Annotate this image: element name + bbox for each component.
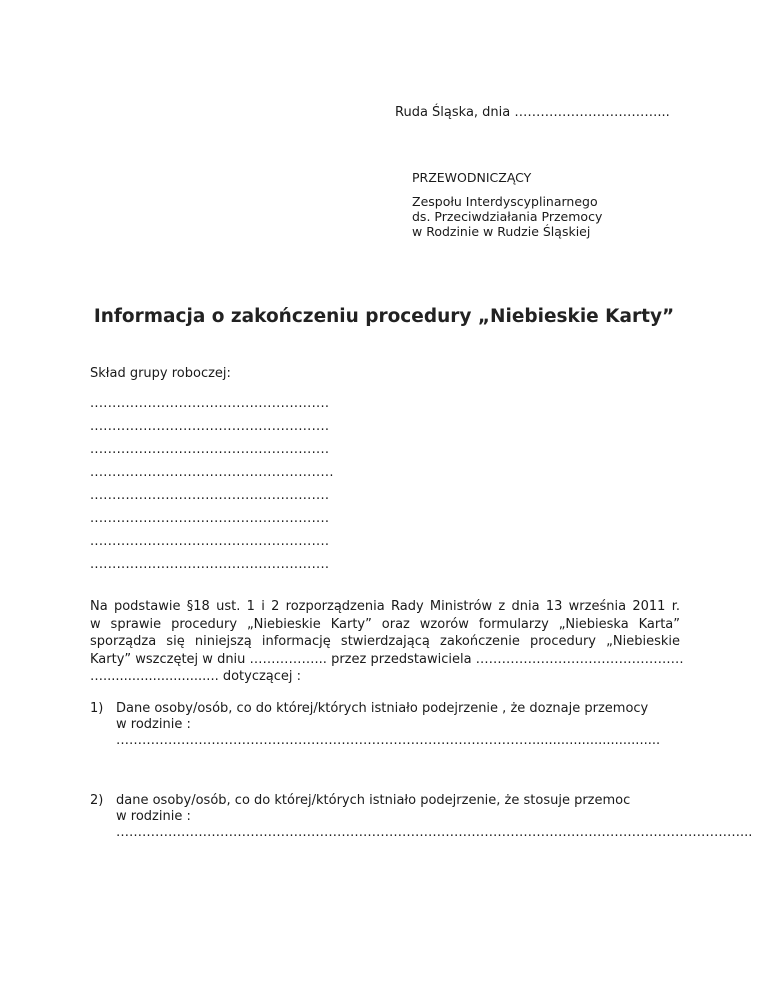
item-number: 1): [90, 701, 104, 716]
addressee-block: [412, 170, 602, 239]
item-fill-line: ………………………………………………………………………………………………………………………………...: [116, 825, 753, 840]
paragraph-line-3: sporządza się niniejszą informację stwierdzającą zakończenie procedury „Niebieskie: [90, 634, 680, 649]
list-item: [90, 793, 752, 841]
addressee-line-2: ds. Przeciwdziałania Przemocy: [412, 209, 603, 224]
addressee-role: PRZEWODNICZĄCY: [412, 170, 532, 185]
member-line-6: ......................................................: [90, 511, 330, 526]
paragraph-line-1: Na podstawie §18 ust. 1 i 2 rozporządzenia Rady Ministrów z dnia 13 września 2011 r.: [90, 599, 680, 614]
member-line-7: ......................................................: [90, 534, 330, 549]
paragraph-line-2: w sprawie procedury „Niebieskie Karty” oraz wzorów formularzy „Niebieska Karta”: [90, 616, 680, 632]
item-fill-line: ……………………………………………………………………………………...............................: [116, 733, 661, 748]
addressee-line-3: w Rodzinie w Rudzie Śląskiej: [412, 224, 591, 239]
item-number: 2): [90, 793, 104, 808]
item-continuation: w rodzinie :: [116, 809, 191, 824]
legal-basis-paragraph: [90, 598, 684, 686]
member-line-8: ......................................................: [90, 557, 330, 572]
member-line-2: ......................................................: [90, 419, 330, 434]
working-group-label: Skład grupy roboczej:: [90, 366, 231, 381]
paragraph-line-4: Karty” wszczętej w dniu ……………... przez przedstawiciela …………………………………………: [90, 651, 684, 667]
member-line-1: ......................................................: [90, 396, 330, 411]
list-item: [90, 701, 660, 749]
item-continuation: w rodzinie :: [116, 717, 191, 732]
working-group-member-lines: [90, 392, 334, 576]
place-date-line: Ruda Śląska, dnia ……………………………...: [395, 105, 670, 120]
member-line-4: .......................................................: [90, 465, 334, 480]
addressee-line-1: Zespołu Interdyscyplinarnego: [412, 194, 598, 209]
document-title: Informacja o zakończeniu procedury „Niebieskie Karty”: [93, 306, 675, 327]
paragraph-line-5: …............................ dotyczącej :: [90, 669, 302, 684]
item-text: dane osoby/osób, co do której/których istniało podejrzenie, że stosuje przemoc: [116, 793, 631, 808]
member-line-5: ......................................................: [90, 488, 330, 503]
item-text: Dane osoby/osób, co do której/których istniało podejrzenie , że doznaje przemocy: [116, 701, 649, 716]
member-line-3: ......................................................: [90, 442, 330, 457]
